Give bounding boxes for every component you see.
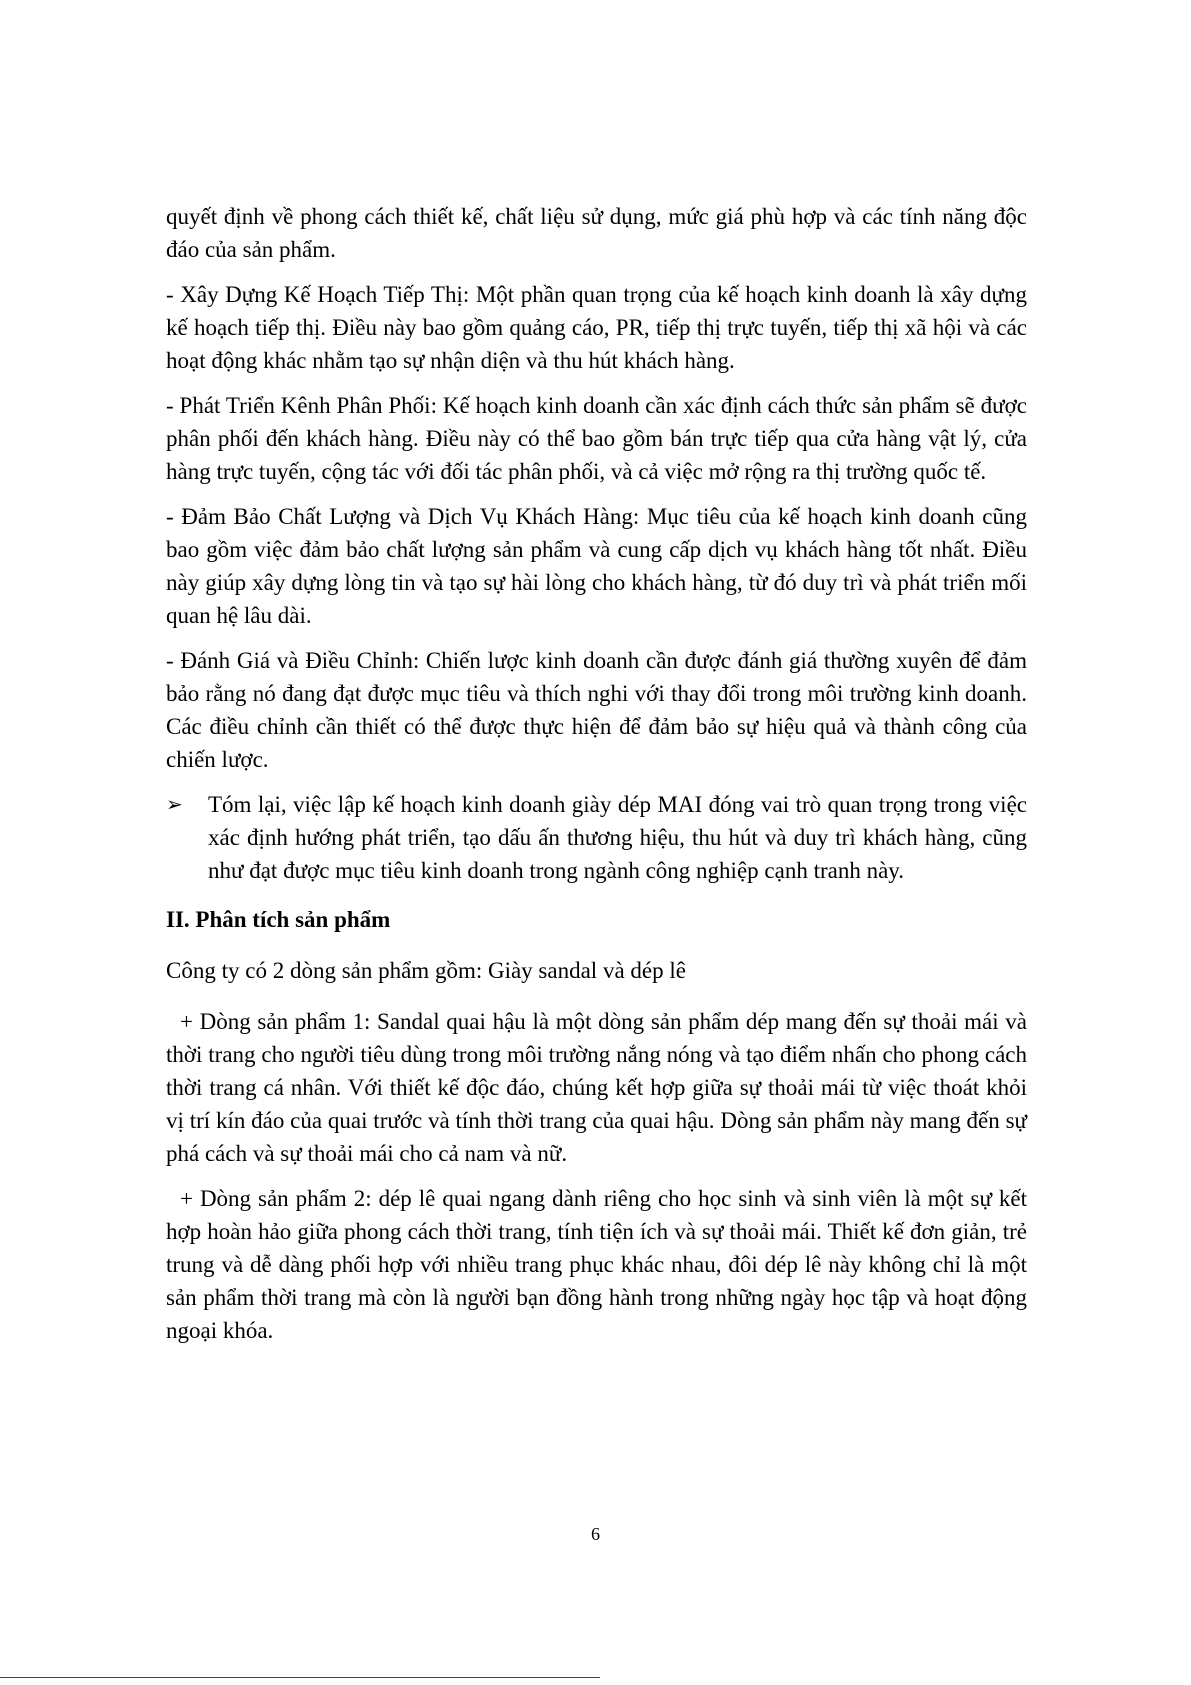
product-line-1-paragraph: + Dòng sản phẩm 1: Sandal quai hậu là một dòng sản phẩm dép mang đến sự thoải mái và thời trang cho người tiêu dùng trong môi trường nắng nóng và tạo điểm nhấn cho phong cách thời trang cá nhân. Với thiết kế độc đáo, chúng kết hợp giữa sự thoải mái từ việc thoát khỏi vị trí kín đáo của quai trước và tính thời trang của quai hậu. Dòng sản phẩm này mang đến sự phá cách và sự thoải mái cho cả nam và nữ.	[166, 1009, 1027, 1166]
continuation-paragraph: quyết định về phong cách thiết kế, chất liệu sử dụng, mức giá phù hợp và các tính năng độc đáo của sản phẩm.	[166, 204, 1027, 262]
summary-bullet-item	[166, 788, 1027, 887]
section-heading: II. Phân tích sản phẩm	[166, 907, 391, 932]
product-line-2-paragraph: + Dòng sản phẩm 2: dép lê quai ngang dành riêng cho học sinh và sinh viên là một sự kết hợp hoàn hảo giữa phong cách thời trang, tính tiện ích và sự thoải mái. Thiết kế đơn giản, trẻ trung và dễ dàng phối hợp với nhiều trang phục khác nhau, đôi dép lê này không chỉ là một sản phẩm thời trang mà còn là người bạn đồng hành trong những ngày học tập và hoạt động ngoại khóa.	[166, 1186, 1027, 1343]
quality-service-paragraph: - Đảm Bảo Chất Lượng và Dịch Vụ Khách Hàng: Mục tiêu của kế hoạch kinh doanh cũng bao gồm việc đảm bảo chất lượng sản phẩm và cung cấp dịch vụ khách hàng tốt nhất. Điều này giúp xây dựng lòng tin và tạo sự hài lòng cho khách hàng, từ đó duy trì và phát triển mối quan hệ lâu dài.	[166, 504, 1027, 628]
arrow-bullet-icon: ➢	[166, 792, 183, 816]
distribution-channel-paragraph: - Phát Triển Kênh Phân Phối: Kế hoạch kinh doanh cần xác định cách thức sản phẩm sẽ được phân phối đến khách hàng. Điều này có thể bao gồm bán trực tiếp qua cửa hàng vật lý, cửa hàng trực tuyến, cộng tác với đối tác phân phối, và cả việc mở rộng ra thị trường quốc tế.	[166, 393, 1027, 484]
footer-divider	[0, 1677, 600, 1678]
evaluation-adjustment-paragraph: - Đánh Giá và Điều Chỉnh: Chiến lược kinh doanh cần được đánh giá thường xuyên để đảm bảo rằng nó đang đạt được mục tiêu và thích nghi với thay đổi trong môi trường kinh doanh. Các điều chỉnh cần thiết có thể được thực hiện để đảm bảo sự hiệu quả và thành công của chiến lược.	[166, 648, 1027, 772]
product-intro: Công ty có 2 dòng sản phẩm gồm: Giày sandal và dép lê	[166, 958, 686, 983]
summary-text: Tóm lại, việc lập kế hoạch kinh doanh giày dép MAI đóng vai trò quan trọng trong việc xác định hướng phát triển, tạo dấu ấn thương hiệu, thu hút và duy trì khách hàng, cũng như đạt được mục tiêu kinh doanh trong ngành công nghiệp cạnh tranh này.	[208, 792, 1027, 883]
page-number: 6	[591, 1524, 600, 1544]
document-page	[166, 200, 1027, 1359]
marketing-plan-paragraph: - Xây Dựng Kế Hoạch Tiếp Thị: Một phần quan trọng của kế hoạch kinh doanh là xây dựng kế hoạch tiếp thị. Điều này bao gồm quảng cáo, PR, tiếp thị trực tuyến, tiếp thị xã hội và các hoạt động khác nhằm tạo sự nhận diện và thu hút khách hàng.	[166, 282, 1027, 373]
